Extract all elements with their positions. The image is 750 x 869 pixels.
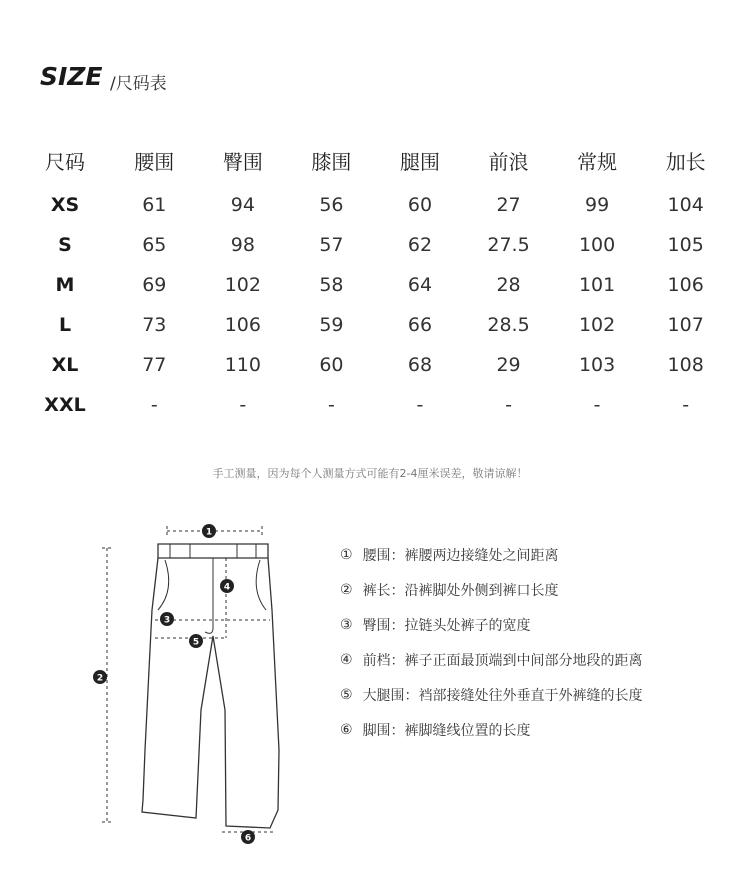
table-cell: 102 xyxy=(224,274,261,296)
legend-item-thigh xyxy=(340,684,643,706)
table-cell: 27 xyxy=(496,194,521,216)
table-cell: 102 xyxy=(578,314,616,336)
table-cell: 60 xyxy=(319,354,344,376)
table-cell: 66 xyxy=(407,314,433,336)
legend-text: 腰围：裤腰两边接缝处之间距离 xyxy=(362,548,559,564)
legend-text: 脚围：裤脚缝线位置的长度 xyxy=(362,723,531,739)
table-cell: - xyxy=(593,394,601,416)
table-cell: 56 xyxy=(319,194,344,216)
table-cell: 62 xyxy=(407,234,433,256)
column-header: 臀围 xyxy=(222,149,263,174)
legend-num: ① xyxy=(340,547,353,563)
table-cell: 59 xyxy=(319,314,344,336)
column-header: 腿围 xyxy=(399,149,440,174)
table-cell: 103 xyxy=(578,354,616,376)
marker-2 xyxy=(93,670,107,684)
column-header: 前浪 xyxy=(488,149,529,174)
table-row xyxy=(20,185,730,225)
marker-6-label: 6 xyxy=(244,833,252,844)
legend-num: ⑤ xyxy=(340,687,353,703)
table-cell: 99 xyxy=(585,194,610,216)
marker-4-label: 4 xyxy=(223,582,231,593)
column-header: 腰围 xyxy=(134,149,175,174)
table-cell: 69 xyxy=(142,274,167,296)
legend-item-hip xyxy=(340,614,531,636)
marker-4 xyxy=(220,579,234,593)
legend-item-length xyxy=(340,579,559,601)
size-label: XL xyxy=(51,354,79,376)
table-cell: 28 xyxy=(496,274,521,296)
table-row xyxy=(20,385,730,425)
legend-item-front-rise xyxy=(340,649,643,671)
legend-num: ④ xyxy=(340,652,353,668)
pants-diagram xyxy=(0,510,330,860)
table-cell: - xyxy=(682,394,690,416)
table-cell: 105 xyxy=(667,234,704,256)
table-cell: 60 xyxy=(407,194,433,216)
column-header: 尺码 xyxy=(45,149,85,174)
measurement-note: 手工测量，因为每个人测量方式可能有2-4厘米误差，敬请谅解！ xyxy=(212,467,528,480)
marker-5 xyxy=(189,634,203,648)
table-cell: 94 xyxy=(230,194,255,216)
table-cell: 28.5 xyxy=(487,314,530,336)
table-row xyxy=(20,225,730,265)
marker-5-label: 5 xyxy=(192,637,200,648)
marker-1-label: 1 xyxy=(205,527,213,538)
table-cell: 104 xyxy=(667,194,704,216)
table-row xyxy=(20,305,730,345)
table-cell: 64 xyxy=(407,274,433,296)
marker-3 xyxy=(160,612,174,626)
pants-waistband xyxy=(158,544,268,558)
size-table xyxy=(20,135,730,425)
marker-6 xyxy=(241,830,255,844)
marker-2-label: 2 xyxy=(96,673,104,684)
legend-item-waist xyxy=(340,544,559,566)
legend-num: ⑥ xyxy=(340,722,353,738)
table-cell: 107 xyxy=(667,314,704,336)
column-header: 加长 xyxy=(665,149,706,174)
table-cell: 98 xyxy=(230,234,255,256)
table-cell: - xyxy=(416,394,424,416)
size-label: S xyxy=(58,234,72,256)
column-header: 膝围 xyxy=(311,149,352,174)
table-cell: - xyxy=(150,394,158,416)
table-cell: 101 xyxy=(578,274,616,296)
title-subtitle: /尺码表 xyxy=(110,74,167,94)
table-cell: 29 xyxy=(496,354,521,376)
table-header-row xyxy=(20,135,730,185)
table-cell: 68 xyxy=(407,354,433,376)
table-cell: 106 xyxy=(224,314,261,336)
legend-text: 臀围：拉链头处裤子的宽度 xyxy=(362,618,531,634)
table-row xyxy=(20,265,730,305)
table-cell: 108 xyxy=(667,354,704,376)
marker-1 xyxy=(202,524,216,538)
legend-num: ③ xyxy=(340,617,353,633)
table-cell: 27.5 xyxy=(487,234,530,256)
legend-item-hem xyxy=(340,719,531,741)
legend-text: 大腿围：裆部接缝处往外垂直于外裤缝的长度 xyxy=(362,688,643,704)
table-cell: 61 xyxy=(142,194,167,216)
size-label: XS xyxy=(50,194,80,216)
size-label: M xyxy=(55,274,75,296)
size-label: XXL xyxy=(44,394,86,416)
table-cell: 106 xyxy=(667,274,704,296)
table-cell: 65 xyxy=(142,234,167,256)
table-cell: - xyxy=(239,394,247,416)
table-cell: 77 xyxy=(142,354,167,376)
legend-text: 裤长：沿裤脚处外侧到裤口长度 xyxy=(362,583,559,599)
table-row xyxy=(20,345,730,385)
size-label: L xyxy=(58,314,72,336)
marker-3-label: 3 xyxy=(163,615,171,626)
table-cell: 57 xyxy=(319,234,344,256)
table-cell: - xyxy=(327,394,335,416)
legend-num: ② xyxy=(340,582,353,598)
title-main: SIZE xyxy=(40,62,103,91)
column-header: 常规 xyxy=(577,149,618,174)
pants-outline xyxy=(142,558,279,828)
table-cell: - xyxy=(505,394,512,416)
table-cell: 58 xyxy=(319,274,344,296)
table-cell: 100 xyxy=(578,234,616,256)
legend-text: 前档：裤子正面最顶端到中间部分地段的距离 xyxy=(362,653,643,669)
table-cell: 73 xyxy=(142,314,167,336)
table-cell: 110 xyxy=(224,354,261,376)
